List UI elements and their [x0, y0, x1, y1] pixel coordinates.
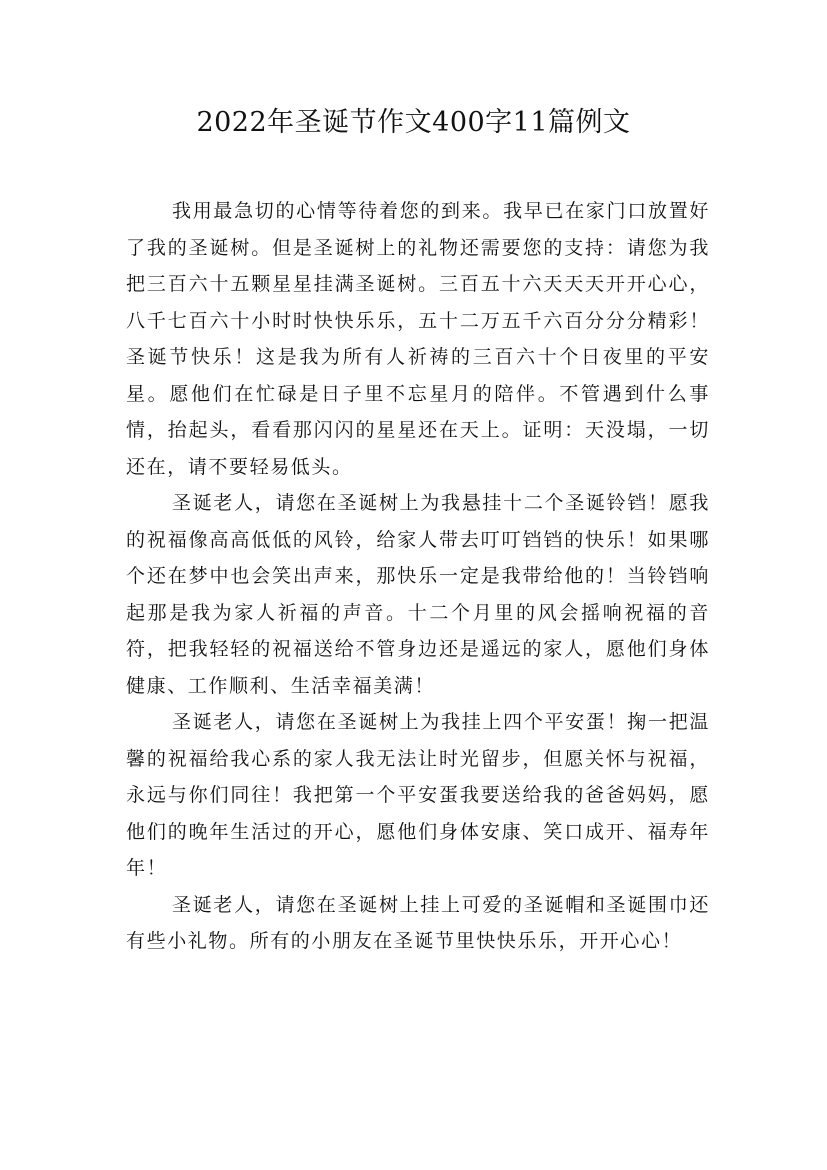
- paragraph-4: 圣诞老人，请您在圣诞树上挂上可爱的圣诞帽和圣诞围巾还有些小礼物。所有的小朋友在圣诞节里快快乐乐，开开心心！: [126, 893, 710, 952]
- document-body: [126, 193, 710, 960]
- paragraph-2: 圣诞老人，请您在圣诞树上为我悬挂十二个圣诞铃铛！愿我的祝福像高高低低的风铃，给家人带去叮叮铛铛的快乐！如果哪个还在梦中也会笑出声来，那快乐一定是我带给他的！当铃铛响起那是我为家人祈福的声音。十二个月里的风会摇响祝福的音符，把我轻轻的祝福送给不管身边还是遥远的家人，愿他们身体健康、工作顺利、生活幸福美满！: [126, 492, 710, 697]
- paragraph-1: 我用最急切的心情等待着您的到来。我早已在家门口放置好了我的圣诞树。但是圣诞树上的礼物还需要您的支持：请您为我把三百六十五颗星星挂满圣诞树。三百五十六天天天开开心心，八千七百六十小时时快快乐乐，五十二万五千六百分分分精彩！圣诞节快乐！这是我为所有人祈祷的三百六十个日夜里的平安星。愿他们在忙碌是日子里不忘星月的陪伴。不管遇到什么事情，抬起头，看看那闪闪的星星还在天上。证明：天没塌，一切还在，请不要轻易低头。: [126, 200, 710, 478]
- paragraph-3: 圣诞老人，请您在圣诞树上为我挂上四个平安蛋！掬一把温馨的祝福给我心系的家人我无法让时光留步，但愿关怀与祝福，永远与你们同往！我把第一个平安蛋我要送给我的爸爸妈妈，愿他们的晚年生活过的开心，愿他们身体安康、笑口成开、福寿年年！: [126, 711, 710, 879]
- document-title: 2022年圣诞节作文400字11篇例文: [196, 107, 631, 138]
